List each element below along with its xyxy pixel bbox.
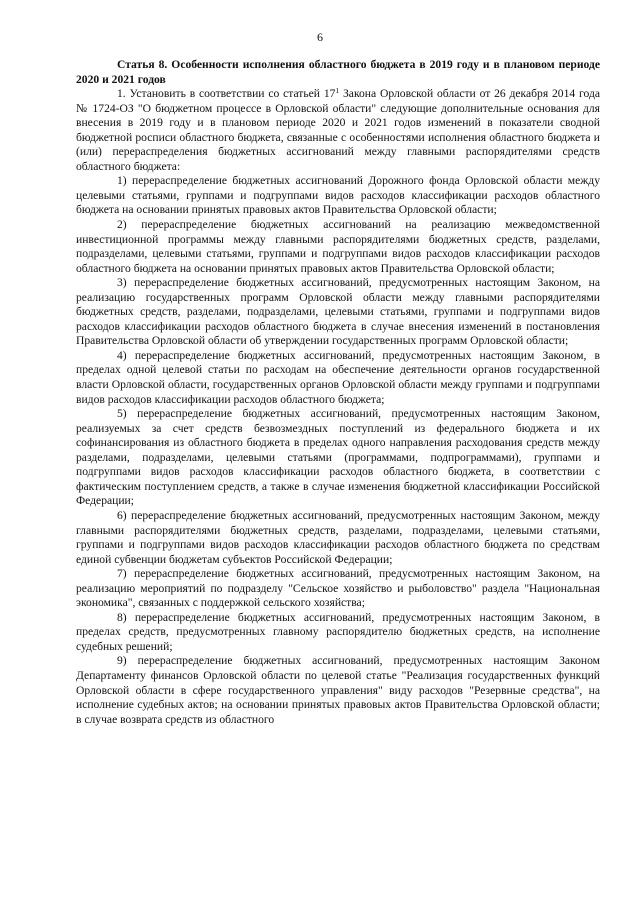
list-item-8: 8) перераспределение бюджетных ассигнований, предусмотренных настоящим Законом, в пределах средств, предусмотренных главному распорядителю бюджетных средств, на исполнение судебных решений; [76, 610, 600, 653]
list-item-6: 6) перераспределение бюджетных ассигнований, предусмотренных настоящим Законом, между главными распорядителями бюджетных средств, разделами, подразделами, целевыми статьями, группами и подгруппами видов расходов классификации расходов областного бюджета по средствам единой субвенции бюджетам субъектов Российской Федерации; [76, 508, 600, 566]
intro-text-end: Закона Орловской области от 26 декабря 2014 года № 1724-ОЗ "О бюджетном процессе в Орловской области" следующие дополнительные основания для внесения в 2019 году и в плановом периоде 2020 и 2021 годов изменений в показатели сводной бюджетной росписи областного бюджета, связанные с особенностями исполнения областного бюджета и (или) перераспределения бюджетных ассигнований между главными распорядителями средств областного бюджета: [76, 87, 600, 173]
list-item-5: 5) перераспределение бюджетных ассигнований, предусмотренных настоящим Законом, реализуемых за счет средств безвозмездных поступлений из федерального бюджета и их софинансирования из областного бюджета в пределах одного направления расходования средств между разделами, подразделами, целевыми статьями (программами, подпрограммами), группами и подгруппами видов расходов классификации расходов областного бюджета, в соответствии с фактическим поступлением средств, а также в случае изменения бюджетной классификации Российской Федерации; [76, 407, 600, 508]
list-item-4: 4) перераспределение бюджетных ассигнований, предусмотренных настоящим Законом, в пределах одной целевой статьи по расходам на обеспечение деятельности органов государственной власти Орловской области, государственных органов Орловской области между группами и подгруппами видов расходов классификации расходов областного бюджета; [76, 348, 600, 406]
page-number: 6 [317, 30, 323, 44]
list-item-9: 9) перераспределение бюджетных ассигнований, предусмотренных настоящим Законом Департаменту финансов Орловской области по целевой статье "Реализация государственных функций Орловской области в сфере государственного управления" виду расходов "Резервные средства", на исполнение судебных актов; на основании принятых правовых актов Правительства Орловской области; в случае возврата средств из областного [76, 654, 600, 726]
intro-superscript: 1 [335, 86, 340, 96]
list-item-7: 7) перераспределение бюджетных ассигнований, предусмотренных настоящим Законом, на реализацию мероприятий по подразделу "Сельское хозяйство и рыболовство" раздела "Национальная экономика", связанных с поддержкой сельского хозяйства; [76, 567, 600, 610]
intro-text-start: 1. Установить в соответствии со статьей 17 [117, 87, 336, 101]
intro-paragraph [76, 87, 600, 174]
list-item-2: 2) перераспределение бюджетных ассигнований на реализацию межведомственной инвестиционной программы между главными распорядителями бюджетных средств, разделами, подразделами, целевыми статьями, группами и подгруппами видов расходов классификации расходов областного бюджета на основании принятых правовых актов Правительства Орловской области; [76, 218, 600, 275]
list-item-1: 1) перераспределение бюджетных ассигнований Дорожного фонда Орловской области между целевыми статьями, группами и подгруппами видов расходов классификации расходов областного бюджета на основании принятых правовых актов Правительства Орловской области; [76, 174, 600, 217]
article-heading: Статья 8. Особенности исполнения областного бюджета в 2019 году и в плановом периоде 2020 и 2021 годов [76, 58, 600, 86]
list-item-3: 3) перераспределение бюджетных ассигнований, предусмотренных настоящим Законом, на реализацию государственных программ Орловской области между главными распорядителями бюджетных средств, разделами, подразделами, целевыми статьями, группами и подгруппами видов расходов классификации расходов областного бюджета в случае внесения изменений в постановления Правительства Орловской области об утверждении государственных программ Орловской области; [76, 276, 600, 348]
article-body [76, 58, 600, 727]
